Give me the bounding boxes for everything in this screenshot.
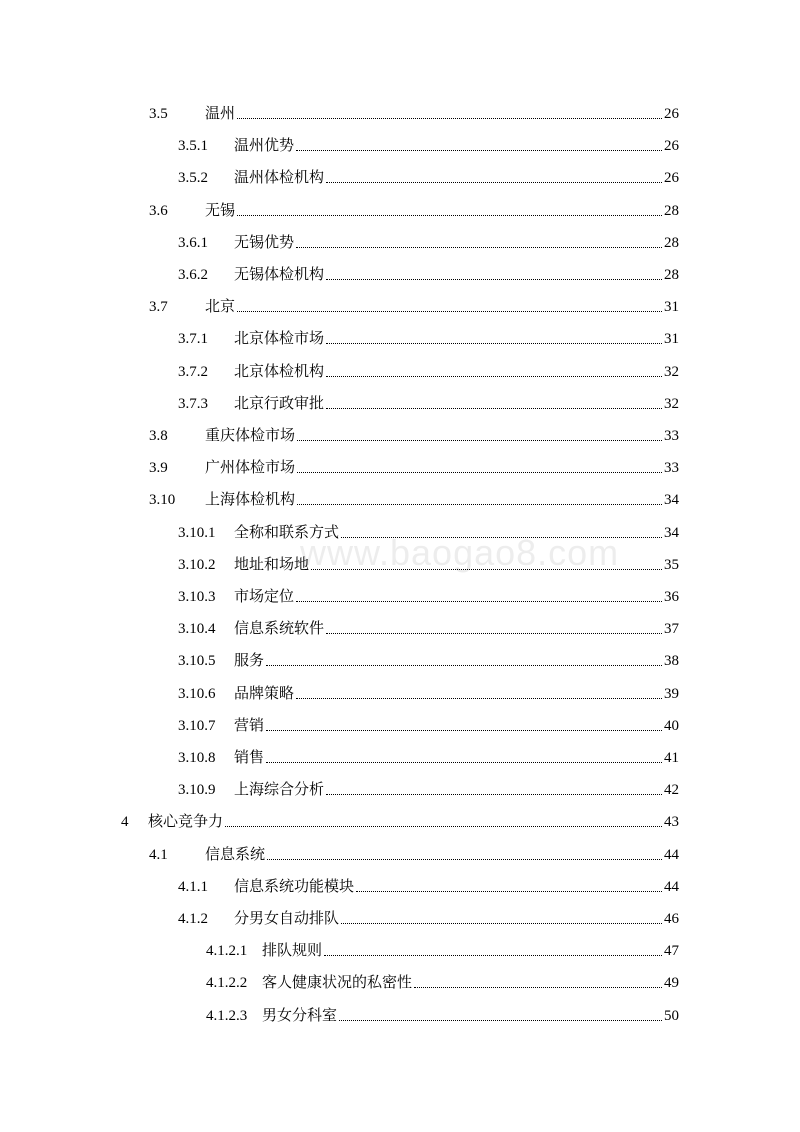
- toc-entry[interactable]: [178, 165, 679, 187]
- toc-entry-page: 41: [664, 750, 679, 766]
- toc-entry-number: 3.10.7: [178, 717, 216, 734]
- toc-leader-dots: [326, 794, 662, 795]
- toc-entry-page: 32: [664, 363, 679, 380]
- toc-entry-title: 温州: [205, 106, 236, 122]
- toc-leader-dots: [356, 891, 662, 892]
- toc-entry[interactable]: [178, 391, 679, 413]
- toc-entry[interactable]: [178, 359, 679, 381]
- toc-entry-page: 36: [664, 589, 679, 605]
- toc-entry-number: 3.10.2: [178, 556, 216, 573]
- toc-entry-title: 销售: [234, 750, 265, 766]
- toc-entry-page: 39: [664, 685, 679, 702]
- toc-leader-dots: [324, 955, 662, 956]
- toc-entry-number: 4.1.2.3: [206, 1007, 248, 1024]
- toc-leader-dots: [266, 762, 662, 763]
- toc-leader-dots: [326, 376, 662, 377]
- toc-entry-number: 4.1.2.1: [206, 943, 248, 960]
- toc-entry-number: 3.6.2: [178, 267, 208, 283]
- toc-entry-number: 4.1: [149, 846, 168, 863]
- toc-entry-number: 3.10.3: [178, 589, 216, 605]
- toc-entry[interactable]: [178, 648, 679, 670]
- toc-entry[interactable]: [178, 616, 679, 638]
- toc-leader-dots: [266, 730, 662, 731]
- toc-entry[interactable]: [149, 455, 679, 477]
- toc-entry[interactable]: [121, 809, 679, 831]
- toc-entry[interactable]: [178, 133, 679, 155]
- toc-leader-dots: [267, 859, 662, 860]
- toc-leader-dots: [296, 150, 662, 151]
- toc-entry-title: 市场定位: [234, 589, 295, 605]
- toc-entry-number: 3.6.1: [178, 234, 208, 251]
- toc-leader-dots: [297, 504, 662, 505]
- toc-leader-dots: [341, 923, 662, 924]
- toc-entry[interactable]: [178, 262, 679, 284]
- toc-entry-number: 3.7.3: [178, 395, 208, 412]
- toc-leader-dots: [339, 1020, 662, 1021]
- toc-entry-title: 营销: [234, 717, 265, 734]
- toc-leader-dots: [296, 601, 662, 602]
- toc-entry-title: 北京行政审批: [234, 395, 325, 412]
- toc-entry-page: 44: [664, 878, 679, 895]
- toc-entry[interactable]: [178, 552, 679, 574]
- toc-leader-dots: [311, 569, 662, 570]
- toc-entry[interactable]: [178, 326, 679, 348]
- toc-entry-number: 3.10.5: [178, 653, 216, 670]
- toc-entry[interactable]: [178, 713, 679, 735]
- toc-entry[interactable]: [178, 520, 679, 542]
- toc-entry-page: 47: [664, 943, 679, 960]
- toc-entry-page: 34: [664, 492, 679, 509]
- toc-entry[interactable]: [178, 874, 679, 896]
- toc-entry-page: 31: [664, 299, 679, 316]
- toc-entry-number: 4.1.1: [178, 878, 208, 895]
- toc-entry[interactable]: [206, 970, 679, 992]
- toc-entry[interactable]: [178, 230, 679, 252]
- toc-entry[interactable]: [149, 198, 679, 220]
- toc-entry-title: 北京体检市场: [234, 331, 325, 348]
- toc-entry-title: 上海体检机构: [205, 492, 296, 509]
- toc-entry-number: 3.10.6: [178, 685, 216, 702]
- toc-leader-dots: [266, 665, 662, 666]
- toc-entry-page: 33: [664, 460, 679, 477]
- toc-entry-page: 26: [664, 170, 679, 187]
- toc-entry-title: 温州优势: [234, 138, 295, 155]
- toc-entry-title: 核心竞争力: [148, 814, 224, 831]
- toc-entry-title: 服务: [234, 653, 265, 670]
- toc-entry-title: 信息系统功能模块: [234, 878, 355, 895]
- toc-entry-number: 3.10: [149, 492, 176, 509]
- toc-leader-dots: [237, 311, 662, 312]
- toc-leader-dots: [296, 247, 662, 248]
- toc-leader-dots: [326, 279, 662, 280]
- toc-entry-page: 43: [664, 814, 679, 831]
- toc-leader-dots: [326, 408, 662, 409]
- toc-entry-title: 北京体检机构: [234, 363, 325, 380]
- toc-entry-title: 客人健康状况的私密性: [262, 975, 413, 992]
- toc-entry-title: 无锡优势: [234, 234, 295, 251]
- toc-entry-number: 3.7.2: [178, 363, 208, 380]
- toc-entry-page: 32: [664, 395, 679, 412]
- toc-leader-dots: [326, 343, 662, 344]
- toc-leader-dots: [237, 118, 662, 119]
- toc-entry-title: 无锡: [205, 202, 236, 219]
- toc-leader-dots: [297, 472, 662, 473]
- toc-entry-page: 44: [664, 846, 679, 863]
- toc-leader-dots: [414, 987, 662, 988]
- toc-entry-page: 28: [664, 267, 679, 283]
- toc-entry-number: 3.10.1: [178, 524, 216, 541]
- toc-entry[interactable]: [149, 487, 679, 509]
- toc-entry[interactable]: [178, 745, 679, 767]
- toc-entry-title: 排队规则: [262, 943, 323, 960]
- toc-entry-page: 37: [664, 621, 679, 638]
- toc-entry-page: 34: [664, 524, 679, 541]
- toc-entry-page: 40: [664, 717, 679, 734]
- toc-entry-number: 3.5.2: [178, 170, 208, 187]
- toc-entry[interactable]: [206, 1003, 679, 1025]
- toc-entry-title: 无锡体检机构: [234, 267, 325, 283]
- toc-entry[interactable]: [149, 842, 679, 864]
- toc-entry[interactable]: [149, 294, 679, 316]
- watermark: www.baogao8.com: [300, 532, 620, 573]
- toc-entry-number: 4: [121, 814, 129, 831]
- toc-entry-page: 35: [664, 556, 679, 573]
- toc-entry-number: 3.6: [149, 202, 168, 219]
- toc-entry-title: 信息系统: [205, 846, 266, 863]
- toc-entry-page: 26: [664, 106, 679, 122]
- toc-entry-title: 分男女自动排队: [234, 911, 340, 927]
- toc-entry[interactable]: [206, 938, 679, 960]
- toc-entry-number: 3.10.8: [178, 750, 216, 766]
- toc-entry-number: 4.1.2: [178, 911, 208, 927]
- toc-entry-title: 北京: [205, 299, 236, 316]
- toc-leader-dots: [296, 698, 662, 699]
- toc-entry[interactable]: [178, 906, 679, 928]
- toc-leader-dots: [326, 633, 662, 634]
- toc-entry-page: 50: [664, 1007, 679, 1024]
- toc-entry-page: 28: [664, 202, 679, 219]
- toc-entry[interactable]: [178, 584, 679, 606]
- toc-entry-page: 49: [664, 975, 679, 992]
- toc-entry[interactable]: [149, 423, 679, 445]
- toc-entry-page: 33: [664, 428, 679, 444]
- toc-entry-title: 广州体检市场: [205, 460, 296, 477]
- toc-leader-dots: [297, 440, 662, 441]
- toc-entry-title: 温州体检机构: [234, 170, 325, 187]
- toc-entry-page: 26: [664, 138, 679, 155]
- toc-entry-title: 地址和场地: [234, 556, 310, 573]
- toc-entry-page: 38: [664, 653, 679, 670]
- toc-leader-dots: [326, 182, 662, 183]
- toc-entry-title: 上海综合分析: [234, 782, 325, 799]
- toc-entry-page: 28: [664, 234, 679, 251]
- toc-entry-number: 3.7.1: [178, 331, 208, 348]
- toc-entry-number: 3.7: [149, 299, 168, 316]
- toc-entry-page: 31: [664, 331, 679, 348]
- toc-entry-number: 3.5.1: [178, 138, 208, 155]
- toc-entry-title: 信息系统软件: [234, 621, 325, 638]
- toc-entry[interactable]: [178, 777, 679, 799]
- toc-entry-number: 3.8: [149, 428, 168, 444]
- toc-entry-title: 全称和联系方式: [234, 524, 340, 541]
- toc-entry-title: 重庆体检市场: [205, 428, 296, 444]
- toc-entry-page: 46: [664, 911, 679, 927]
- toc-entry-title: 品牌策略: [234, 685, 295, 702]
- toc-entry-number: 3.9: [149, 460, 168, 477]
- toc-entry-title: 男女分科室: [262, 1007, 338, 1024]
- toc-entry[interactable]: [178, 681, 679, 703]
- toc-leader-dots: [237, 215, 662, 216]
- toc-entry-number: 3.5: [149, 106, 168, 122]
- toc-leader-dots: [341, 537, 662, 538]
- toc-entry[interactable]: [149, 101, 679, 123]
- toc-entry-number: 3.10.9: [178, 782, 216, 799]
- toc-leader-dots: [225, 826, 662, 827]
- toc-entry-number: 3.10.4: [178, 621, 216, 638]
- toc-entry-page: 42: [664, 782, 679, 799]
- toc-entry-number: 4.1.2.2: [206, 975, 248, 992]
